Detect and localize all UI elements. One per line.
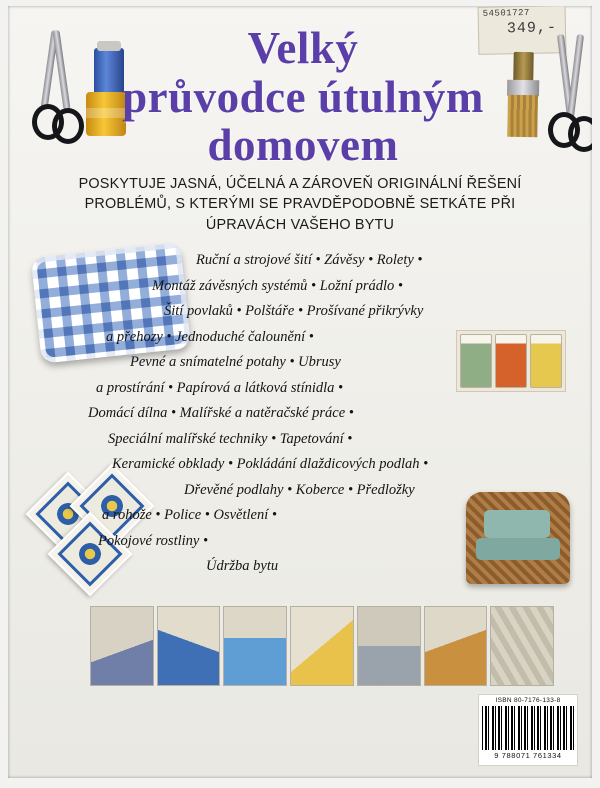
barcode <box>478 694 578 766</box>
strip-photo <box>490 606 554 686</box>
scissors-icon-right <box>548 34 588 154</box>
contents-item: Dřevěné podlahy • Koberce • Předložky <box>184 481 415 498</box>
strip-photo <box>223 606 287 686</box>
contents-item: a přehozy • Jednoduché čalounění • <box>106 328 314 345</box>
contents-item: Údržba bytu <box>206 558 279 574</box>
contents-item: Pevné a snímatelné potahy • Ubrusy <box>130 354 341 370</box>
contents-item: a rohože • Police • Osvětlení • <box>102 507 277 523</box>
title-line-1: Velký <box>247 23 359 73</box>
contents-item: Pokojové rostliny • <box>98 532 209 549</box>
barcode-bars <box>482 706 574 750</box>
book-cover <box>8 6 592 778</box>
cover-title <box>68 24 538 170</box>
contents-item: Domácí dílna • Malířské a natěračské práce • <box>88 405 354 421</box>
strip-photo <box>290 606 354 686</box>
contents-item: Keramické obklady • Pokládání dlaždicových podlah • <box>112 456 429 472</box>
sticker-code: 54501727 <box>482 7 530 19</box>
strip-photo <box>90 606 154 686</box>
strip-photo <box>424 606 488 686</box>
contents-item: Šití povlaků • Polštáře • Prošívané přikrývky <box>164 303 424 319</box>
barcode-number: 9 788071 761334 <box>494 751 562 760</box>
title-line-2: průvodce útulným <box>122 71 484 122</box>
cover-subtitle: POSKYTUJE JASNÁ, ÚČELNÁ A ZÁROVEŇ ORIGINÁLNÍ ŘEŠENÍ PROBLÉMŮ, S KTERÝMI SE PRAVDĚPODOBNĚ SETKÁTE PŘI ÚPRAVÁCH VAŠEHO BYTU <box>78 176 522 233</box>
photo-strip <box>90 606 554 686</box>
contents-item: a prostírání • Papírová a látková stínidla • <box>96 379 344 396</box>
title-line-3: domovem <box>207 120 399 171</box>
sticker-price: 349,- <box>506 19 558 38</box>
isbn-text: ISBN 80-7176-133-8 <box>495 697 561 704</box>
contents-item: Ruční a strojové šití • Závěsy • Rolety • <box>196 252 423 268</box>
strip-photo <box>357 606 421 686</box>
jar-yellow <box>530 334 562 388</box>
contents-list <box>88 248 508 580</box>
strip-photo <box>157 606 221 686</box>
contents-item: Montáž závěsných systémů • Ložní prádlo • <box>152 277 403 294</box>
contents-item: Speciální malířské techniky • Tapetování • <box>108 430 353 447</box>
